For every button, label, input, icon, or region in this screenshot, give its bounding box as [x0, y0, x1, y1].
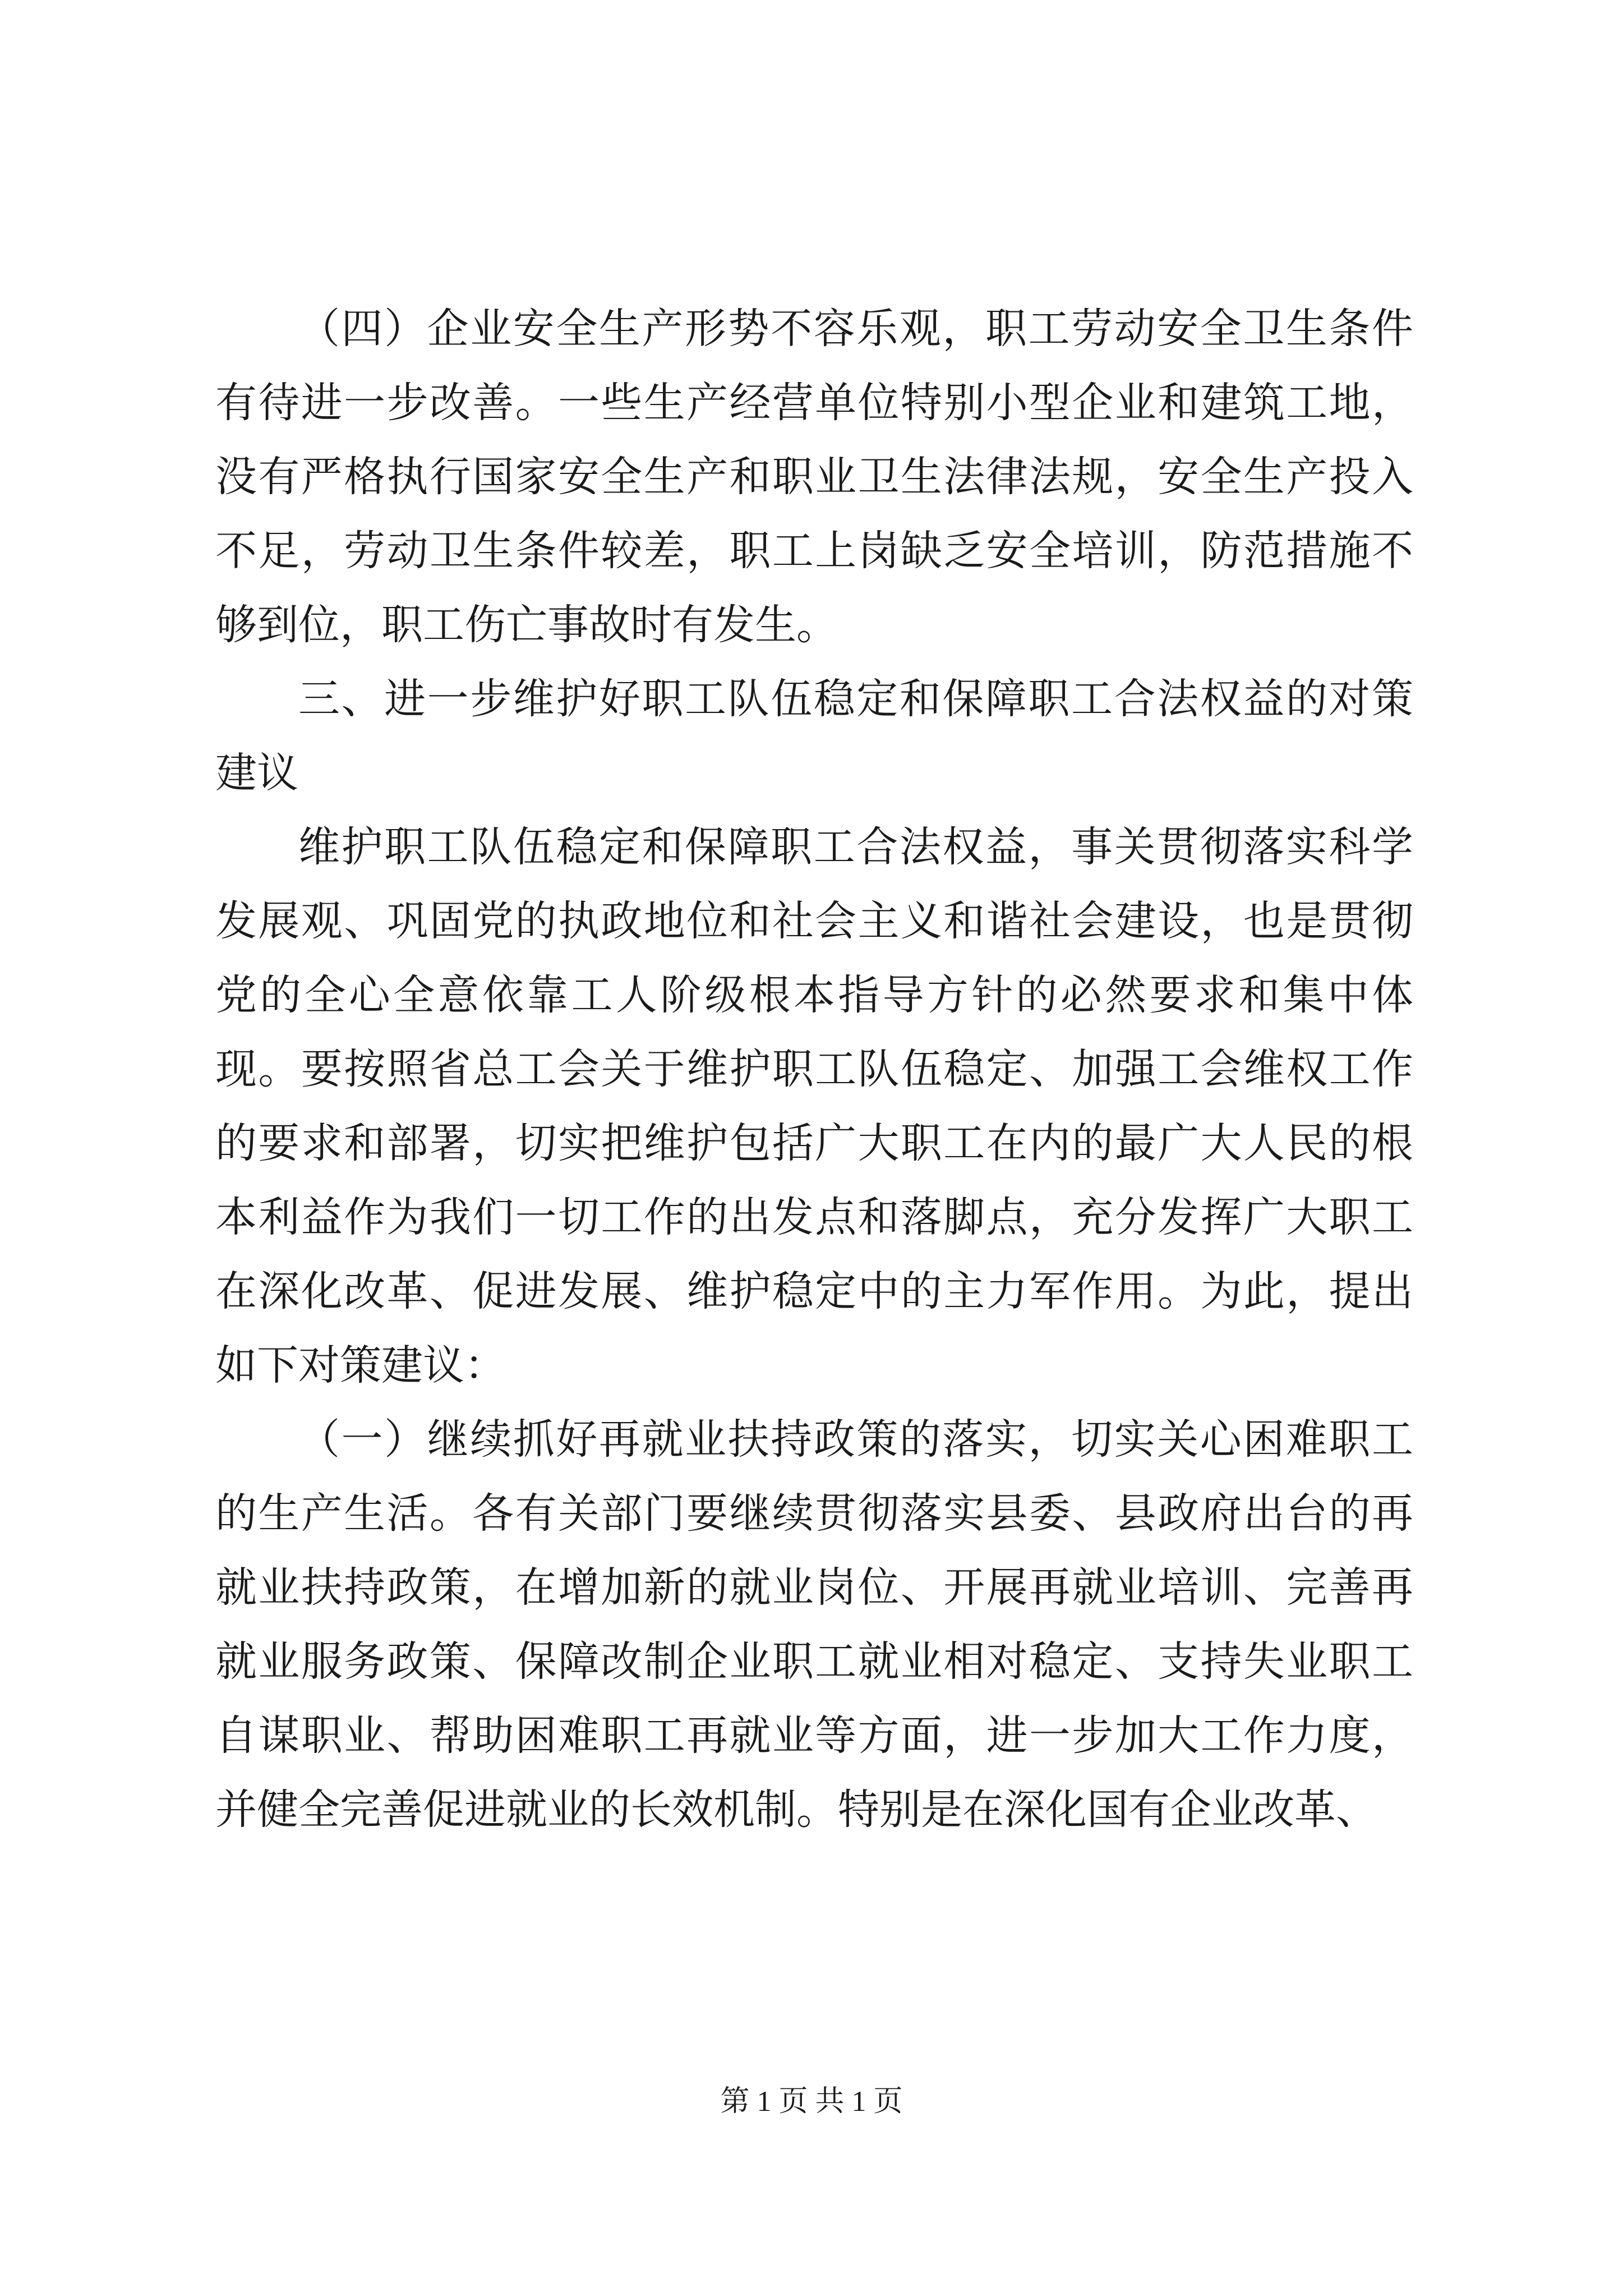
page-number-footer: 第 1 页 共 1 页	[720, 2086, 903, 2118]
heading-section-3-recommendations: 三、进一步维护好职工队伍稳定和保障职工合法权益的对策建议	[215, 675, 1413, 797]
paragraph-section-4-safety: （四）企业安全生产形势不容乐观，职工劳动安全卫生条件有待进一步改善。一些生产经营单位特别小型企业和建筑工地，没有严格执行国家安全生产和职业卫生法律法规，安全生产投入不足，劳动卫生条件较差，职工上岗缺乏安全培训，防范措施不够到位，职工伤亡事故时有发生。	[215, 305, 1413, 649]
paragraph-recommendations-intro: 维护职工队伍稳定和保障职工合法权益，事关贯彻落实科学发展观、巩固党的执政地位和社会主义和谐社会建设，也是贯彻党的全心全意依靠工人阶级根本指导方针的必然要求和集中体现。要按照省总工会关于维护职工队伍稳定、加强工会维权工作的要求和部署，切实把维护包括广大职工在内的最广大人民的根本利益作为我们一切工作的出发点和落脚点，充分发挥广大职工在深化改革、促进发展、维护稳定中的主力军作用。为此，提出如下对策建议：	[215, 823, 1413, 1389]
document-body	[215, 292, 1413, 1847]
paragraph-recommendation-1: （一）继续抓好再就业扶持政策的落实，切实关心困难职工的生产生活。各有关部门要继续贯彻落实县委、县政府出台的再就业扶持政策，在增加新的就业岗位、开展再就业培训、完善再就业服务政策、保障改制企业职工就业相对稳定、支持失业职工自谋职业、帮助困难职工再就业等方面，进一步加大工作力度，并健全完善促进就业的长效机制。特别是在深化国有企业改革、	[215, 1415, 1413, 1834]
